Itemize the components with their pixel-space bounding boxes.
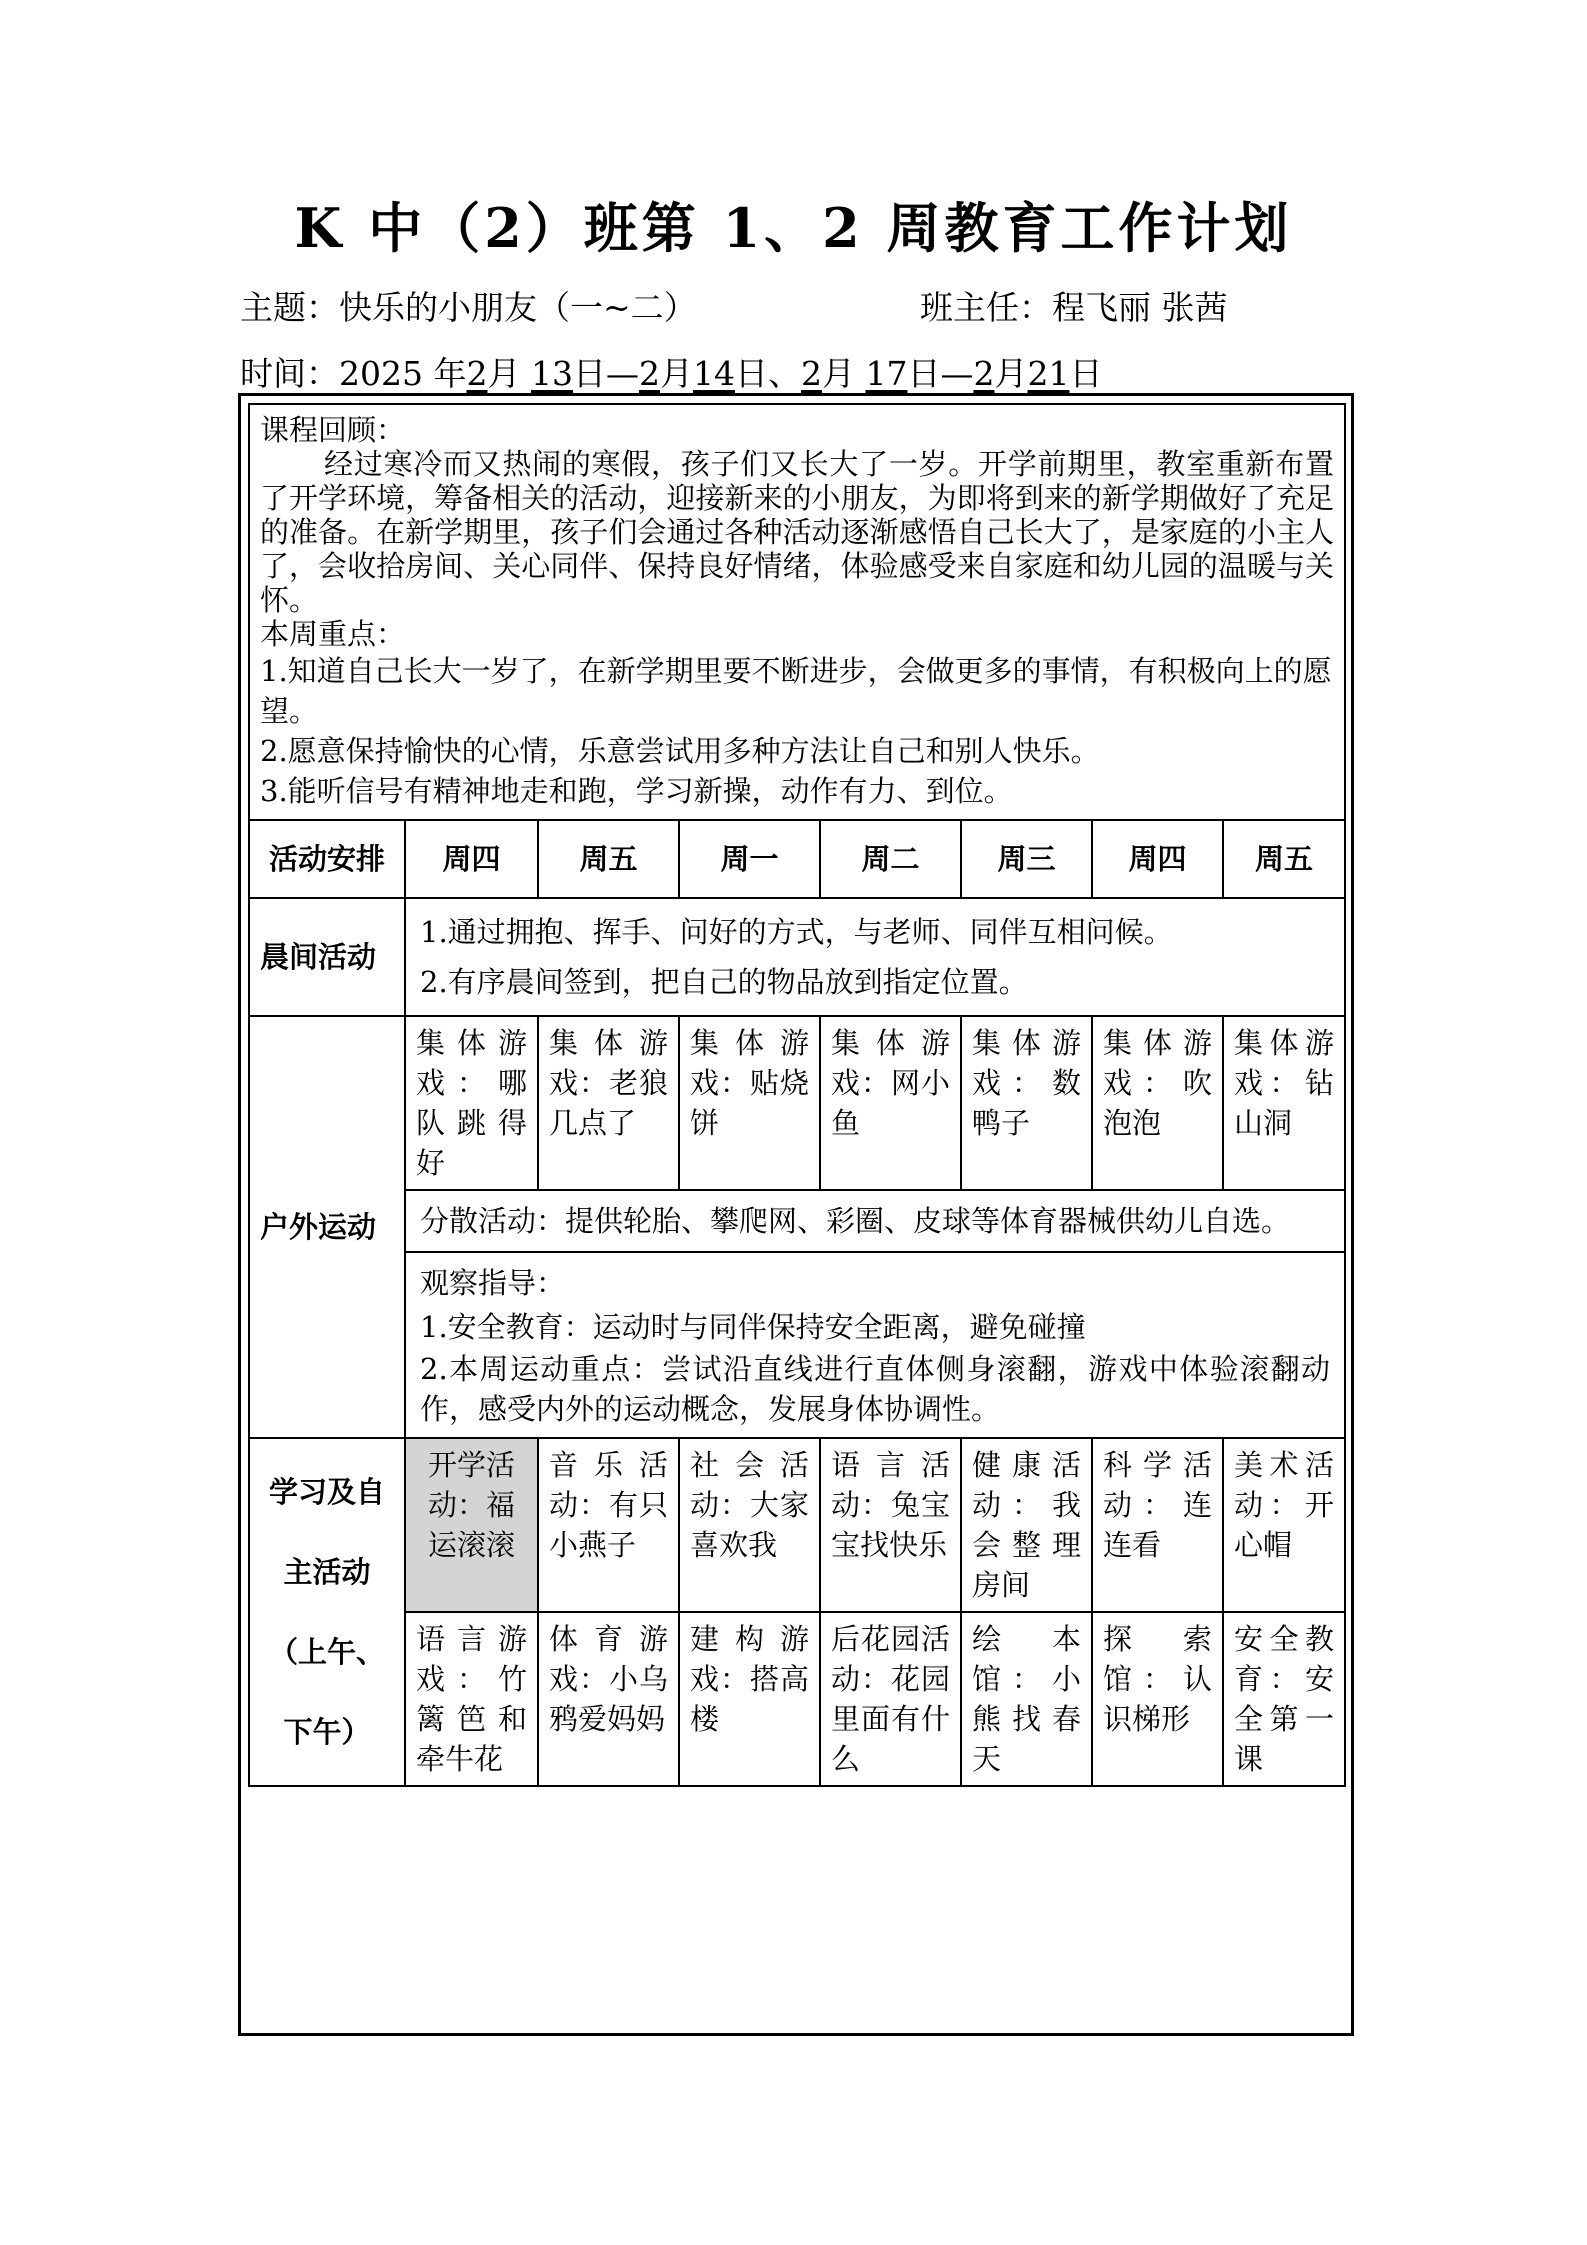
learning-cell: 建构游戏：搭高楼 [679,1612,820,1786]
outdoor-game-cell: 集体游戏：哪队跳得好 [405,1016,538,1190]
outdoor-game-cell: 集体游戏：吹泡泡 [1092,1016,1223,1190]
time-label: 时间：2025 年 [240,354,467,393]
focus-item: 1.知道自己长大一岁了，在新学期里要不断进步，会做更多的事情，有积极向上的愿望。 [260,654,1332,728]
morning-item: 2.有序晨间签到，把自己的物品放到指定位置。 [420,965,1028,999]
time-month-1: 2 [466,354,488,393]
learning-cell: 后花园活动：花园里面有什么 [820,1612,961,1786]
time-day-2: 14 [692,354,735,393]
time-month-4: 2 [973,354,995,393]
outdoor-game-cell: 集体游戏：老狼几点了 [538,1016,679,1190]
header-cell: 周三 [961,820,1092,898]
learning-cell: 美术活动：开心帽 [1223,1438,1345,1612]
time-month-3: 2 [800,354,822,393]
header-cell: 周五 [1223,820,1345,898]
learning-row-1 [249,1438,1345,1612]
learning-cell: 安全教育：安全第一课 [1223,1612,1345,1786]
learning-cell: 健康活动：我会整理房间 [961,1438,1092,1612]
time-day-3: 17 [865,354,908,393]
outdoor-game-cell: 集体游戏：数鸭子 [961,1016,1092,1190]
observation-guide [405,1252,1345,1438]
time-text-3: 月 [659,354,693,393]
focus-item: 3.能听信号有精神地走和跑，学习新操，动作有力、到位。 [260,774,1013,808]
header-cell: 周一 [679,820,820,898]
learning-cell: 探索馆：认识梯形 [1092,1612,1223,1786]
morning-label: 晨间活动 [249,898,405,1016]
morning-content [405,898,1345,1016]
observe-item: 2.本周运动重点：尝试沿直线进行直体侧身滚翻，游戏中体验滚翻动作，感受内外的运动概念，发展身体协调性。 [420,1352,1331,1426]
learning-cell: 体育游戏：小乌鸦爱妈妈 [538,1612,679,1786]
header-cell: 周二 [820,820,961,898]
observe-item: 1.安全教育：运动时与同伴保持安全距离，避免碰撞 [420,1310,1086,1344]
observe-heading: 观察指导： [420,1266,566,1300]
page-title: K 中（2）班第 1、2 周教育工作计划 [294,196,1293,260]
outdoor-label: 户外运动 [249,1016,405,1438]
theme-text: 主题：快乐的小朋友（一~二） [240,288,697,327]
outdoor-games-row [249,1016,1345,1190]
time-text-4: 日、 [734,354,801,393]
outdoor-free-row [249,1190,1345,1252]
learning-cell-highlighted: 开学活动：福运滚滚 [405,1438,538,1612]
time-text-8: 日 [1069,354,1103,393]
time-text-6: 日— [907,354,974,393]
outdoor-game-cell: 集体游戏：贴烧饼 [679,1016,820,1190]
header-row [249,820,1345,898]
learning-cell: 绘本馆：小熊找春天 [961,1612,1092,1786]
time-line [240,348,1102,395]
learning-cell: 语言游戏：竹篱笆和牵牛花 [405,1612,538,1786]
focus-item: 2.愿意保持愉快的心情，乐意尝试用多种方法让自己和别人快乐。 [260,734,1100,768]
header-cell: 周四 [405,820,538,898]
course-review [249,404,1345,820]
review-heading: 课程回顾： [260,413,406,447]
header-cell: 周四 [1092,820,1223,898]
teacher-text: 班主任：程飞丽 张茜 [920,288,1228,327]
time-month-2: 2 [638,354,660,393]
time-text-2: 日— [572,354,639,393]
learning-cell: 科学活动：连连看 [1092,1438,1223,1612]
learning-cell: 音乐活动：有只小燕子 [538,1438,679,1612]
learning-row-2 [249,1612,1345,1786]
learning-cell: 社会活动：大家喜欢我 [679,1438,820,1612]
time-day-4: 21 [1027,354,1070,393]
focus-heading: 本周重点： [260,617,406,651]
morning-item: 1.通过拥抱、挥手、问好的方式，与老师、同伴互相问候。 [420,915,1173,949]
free-activity: 分散活动：提供轮胎、攀爬网、彩圈、皮球等体育器械供幼儿自选。 [405,1190,1345,1252]
outdoor-game-cell: 集体游戏：钻山洞 [1223,1016,1345,1190]
outdoor-observe-row [249,1252,1345,1438]
learning-label: 学习及自主活动（上午、下午） [249,1438,405,1786]
header-cell: 活动安排 [249,820,405,898]
time-day-1: 13 [530,354,573,393]
outdoor-game-cell: 集体游戏：网小鱼 [820,1016,961,1190]
time-text-7: 月 [994,354,1028,393]
review-body: 经过寒冷而又热闹的寒假，孩子们又长大了一岁。开学前期里，教室重新布置了开学环境，筹备相关的活动，迎接新来的小朋友，为即将到来的新学期做好了充足的准备。在新学期里，孩子们会通过各种活动逐渐感悟自己长大了，是家庭的小主人了，会收拾房间、关心同伴、保持良好情绪，体验感受来自家庭和幼儿园的温暖与关怀。 [260,447,1335,617]
plan-table [248,403,1346,1787]
time-text-1: 月 [487,354,531,393]
theme-line [240,282,1228,329]
morning-row [249,898,1345,1016]
learning-cell: 语言活动：兔宝宝找快乐 [820,1438,961,1612]
review-row [249,404,1345,820]
header-cell: 周五 [538,820,679,898]
time-text-5: 月 [821,354,866,393]
